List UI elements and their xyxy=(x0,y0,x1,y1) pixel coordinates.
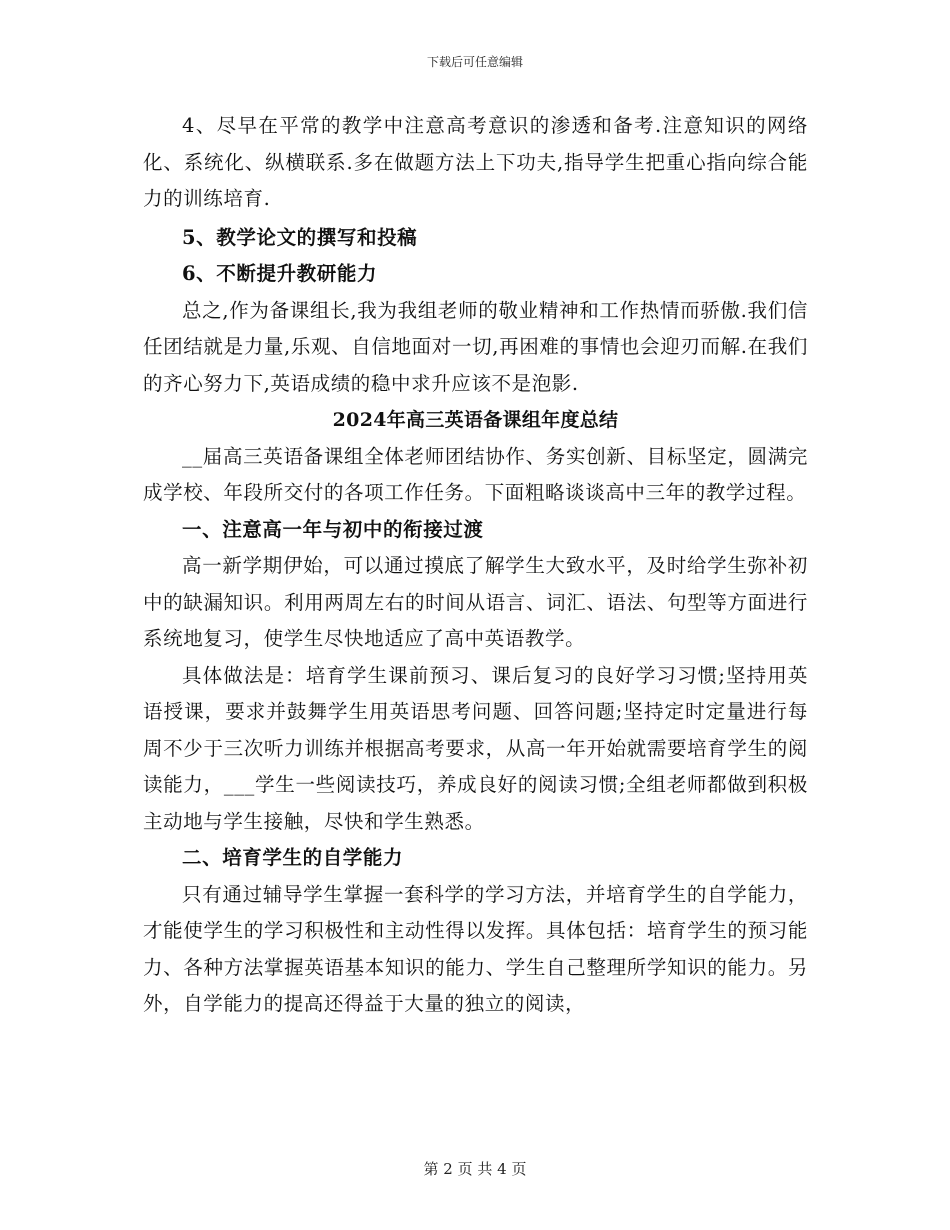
section-heading-one: 一、注意高一年与初中的衔接过渡 xyxy=(182,517,484,541)
section-heading-two: 二、培育学生的自学能力 xyxy=(182,846,404,869)
paragraph-methods: 具体做法是：培育学生课前预习、课后复习的良好学习习惯;坚持用英语授课，要求并鼓舞学生用英语思考问题、回答问题;坚持定时定量进行每周不少于三次听力训练并根据高考要求，从高一年开始就需要培育学生的阅读能力，___学生一些阅读技巧，养成良好的阅读习惯;全组老师都做到积极主动地与学生接触，尽快和学生熟悉。 xyxy=(143,663,808,833)
paragraph-transition: 高一新学期伊始，可以通过摸底了解学生大致水平，及时给学生弥补初中的缺漏知识。利用两周左右的时间从语言、词汇、语法、句型等方面进行系统地复习，使学生尽快地适应了高中英语教学。 xyxy=(143,554,808,650)
page-header: 下载后可任意编辑 xyxy=(426,55,523,69)
section-heading-6: 6、不断提升教研能力 xyxy=(182,262,378,285)
paragraph-conclusion: 总之,作为备课组长,我为我组老师的敬业精神和工作热情而骄傲.我们信任团结就是力量,乐观、自信地面对一切,再困难的事情也会迎刃而解.在我们的齐心努力下,英语成绩的稳中求升应该不是泡影. xyxy=(143,298,808,395)
document-title: 2024年高三英语备课组年度总结 xyxy=(332,409,619,431)
paragraph-self-study: 只有通过辅导学生掌握一套科学的学习方法，并培育学生的自学能力，才能使学生的学习积极性和主动性得以发挥。具体包括：培育学生的预习能力、各种方法掌握英语基本知识的能力、学生自己整理所学知识的能力。另外，自学能力的提高还得益于大量的独立的阅读， xyxy=(143,882,808,1015)
paragraph-item-4: 4、尽早在平常的教学中注意高考意识的渗透和备考.注意知识的网络化、系统化、纵横联系.多在做题方法上下功夫,指导学生把重心指向综合能力的训练培育. xyxy=(143,114,808,210)
page-footer: 第 2 页 共 4 页 xyxy=(423,1160,527,1178)
section-heading-5: 5、教学论文的撰写和投稿 xyxy=(182,225,418,249)
paragraph-intro: __届高三英语备课组全体老师团结协作、务实创新、目标坚定，圆满完成学校、年段所交付的各项工作任务。下面粗略谈谈高中三年的教学过程。 xyxy=(143,444,808,504)
document-body xyxy=(143,108,808,1023)
